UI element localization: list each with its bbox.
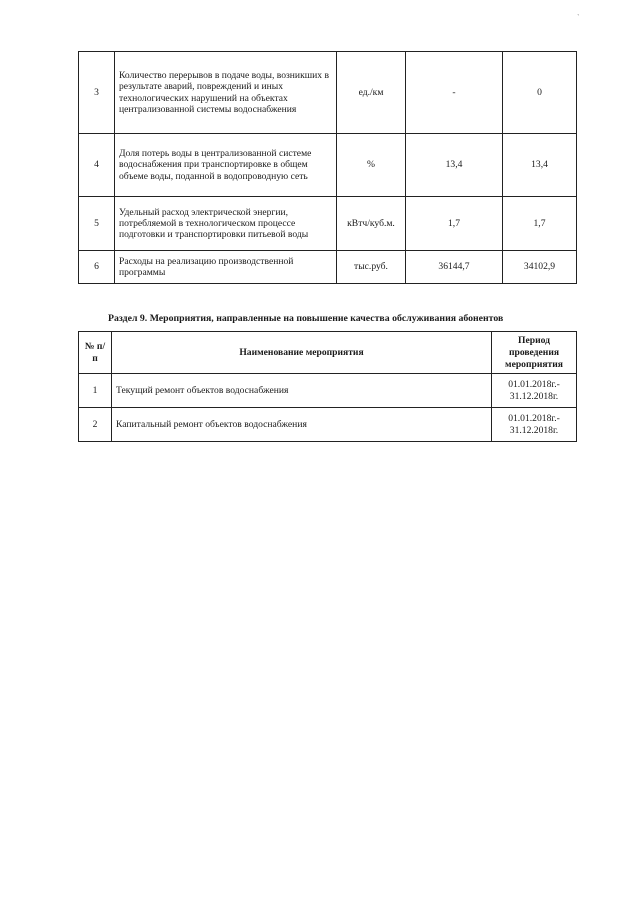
unit-cell: ед./км — [337, 52, 406, 134]
value-cell-2: 0 — [503, 52, 577, 134]
table-row — [79, 251, 577, 284]
value-cell-1: - — [406, 52, 503, 134]
section-title: Раздел 9. Мероприятия, направленные на повышение качества обслуживания абонентов — [108, 313, 504, 324]
row-number: 1 — [79, 374, 112, 408]
indicator-description: Расходы на реализацию производственной программы — [115, 251, 337, 284]
table-row — [79, 408, 577, 442]
row-number: 4 — [79, 134, 115, 197]
indicator-description: Количество перерывов в подаче воды, возникших в результате аварий, повреждений и иных технологических нарушений на объектах централизованной системы водоснабжения — [115, 52, 337, 134]
row-number: 5 — [79, 197, 115, 251]
row-number: 2 — [79, 408, 112, 442]
indicator-description: Доля потерь воды в централизованной системе водоснабжения при транспортировке в общем объеме воды, поданной в водопроводную сеть — [115, 134, 337, 197]
measure-name: Капитальный ремонт объектов водоснабжения — [112, 408, 492, 442]
table-row — [79, 52, 577, 134]
measure-period: 01.01.2018г.- 31.12.2018г. — [492, 374, 577, 408]
value-cell-2: 13,4 — [503, 134, 577, 197]
unit-cell: % — [337, 134, 406, 197]
value-cell-2: 34102,9 — [503, 251, 577, 284]
value-cell-1: 36144,7 — [406, 251, 503, 284]
row-number: 3 — [79, 52, 115, 134]
table-row — [79, 134, 577, 197]
table-row — [79, 197, 577, 251]
indicator-description: Удельный расход электрической энергии, потребляемой в технологическом процессе подготовки и транспортировки питьевой воды — [115, 197, 337, 251]
header-period: Период проведения мероприятия — [492, 332, 577, 374]
table-header-row — [79, 332, 577, 374]
header-name: Наименование мероприятия — [112, 332, 492, 374]
header-number: № п/п — [79, 332, 112, 374]
value-cell-2: 1,7 — [503, 197, 577, 251]
table-row — [79, 374, 577, 408]
corner-mark: ` — [577, 13, 580, 22]
unit-cell: кВтч/куб.м. — [337, 197, 406, 251]
measure-period: 01.01.2018г.- 31.12.2018г. — [492, 408, 577, 442]
row-number: 6 — [79, 251, 115, 284]
measures-table — [78, 331, 577, 442]
value-cell-1: 13,4 — [406, 134, 503, 197]
measure-name: Текущий ремонт объектов водоснабжения — [112, 374, 492, 408]
indicators-table — [78, 51, 577, 284]
unit-cell: тыс.руб. — [337, 251, 406, 284]
value-cell-1: 1,7 — [406, 197, 503, 251]
